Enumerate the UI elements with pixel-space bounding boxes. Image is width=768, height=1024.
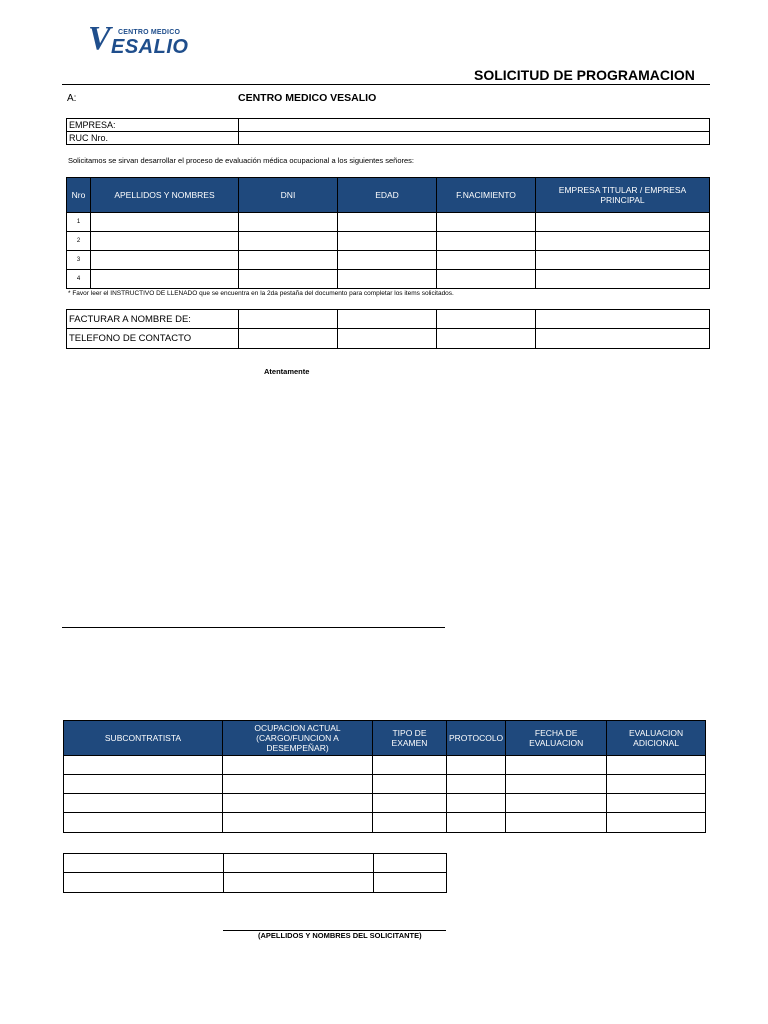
cell[interactable] (607, 775, 706, 794)
cell[interactable] (506, 775, 607, 794)
row-number: 2 (67, 232, 91, 251)
subcontractor-table (63, 720, 706, 833)
cell[interactable] (607, 794, 706, 813)
cell-dni[interactable] (239, 213, 338, 232)
table-row (64, 873, 447, 893)
logo-v: V (88, 20, 111, 57)
cell-apellidos[interactable] (91, 251, 239, 270)
cell[interactable] (374, 854, 447, 873)
col-protocolo: PROTOCOLO (447, 721, 506, 756)
cell[interactable] (447, 794, 506, 813)
table-row (64, 813, 706, 833)
to-label: A: (67, 93, 77, 104)
col-empresa-titular: EMPRESA TITULAR / EMPRESA PRINCIPAL (536, 178, 710, 213)
cell[interactable] (447, 775, 506, 794)
telefono-field[interactable] (437, 329, 536, 349)
to-value: CENTRO MEDICO VESALIO (238, 92, 377, 104)
instruction-note: * Favor leer el INSTRUCTIVO DE LLENADO que se encuentra en la 2da pestaña del documento para completar los items solicitados. (68, 290, 454, 297)
cell-edad[interactable] (338, 270, 437, 289)
atentamente-text: Atentamente (264, 367, 310, 376)
title-divider (62, 84, 710, 85)
cell[interactable] (373, 794, 447, 813)
telefono-label: TELEFONO DE CONTACTO (67, 329, 239, 349)
cell[interactable] (223, 813, 373, 833)
facturar-label: FACTURAR A NOMBRE DE: (67, 310, 239, 329)
vesalio-logo (88, 22, 198, 62)
signature-caption: (APELLIDOS Y NOMBRES DEL SOLICITANTE) (258, 931, 422, 940)
row-number: 3 (67, 251, 91, 270)
ruc-label: RUC Nro. (67, 132, 239, 145)
col-ocupacion-line1: OCUPACION ACTUAL (254, 723, 341, 733)
cell[interactable] (506, 794, 607, 813)
cell-empresa[interactable] (536, 270, 710, 289)
intro-text: Solicitamos se sirvan desarrollar el proceso de evaluación médica ocupacional a los siguientes señores: (68, 156, 415, 165)
cell[interactable] (64, 756, 223, 775)
table-row (67, 213, 710, 232)
logo-big-text: ESALIO (111, 36, 189, 58)
cell-empresa[interactable] (536, 251, 710, 270)
col-apellidos: APELLIDOS Y NOMBRES (91, 178, 239, 213)
cell-edad[interactable] (338, 232, 437, 251)
facturar-field[interactable] (338, 310, 437, 329)
cell[interactable] (374, 873, 447, 893)
col-subcontratista: SUBCONTRATISTA (64, 721, 223, 756)
cell[interactable] (64, 775, 223, 794)
small-table (63, 853, 447, 893)
empresa-label: EMPRESA: (67, 119, 239, 132)
cell-empresa[interactable] (536, 213, 710, 232)
cell[interactable] (223, 794, 373, 813)
telefono-field[interactable] (536, 329, 710, 349)
table-row (64, 794, 706, 813)
cell[interactable] (607, 813, 706, 833)
cell[interactable] (224, 854, 374, 873)
facturar-field[interactable] (239, 310, 338, 329)
cell[interactable] (64, 794, 223, 813)
empresa-field[interactable] (239, 119, 710, 132)
cell[interactable] (224, 873, 374, 893)
cell-dni[interactable] (239, 251, 338, 270)
cell-apellidos[interactable] (91, 270, 239, 289)
col-evaluacion-adicional: EVALUACION ADICIONAL (607, 721, 706, 756)
table-row (67, 232, 710, 251)
cell[interactable] (506, 756, 607, 775)
col-fecha-evaluacion: FECHA DE EVALUACION (506, 721, 607, 756)
cell[interactable] (447, 756, 506, 775)
page-title: SOLICITUD DE PROGRAMACION (474, 67, 695, 83)
company-table (66, 118, 710, 145)
cell[interactable] (447, 813, 506, 833)
cell-fnacimiento[interactable] (437, 270, 536, 289)
table-row (64, 756, 706, 775)
telefono-field[interactable] (239, 329, 338, 349)
ruc-field[interactable] (239, 132, 710, 145)
cell[interactable] (607, 756, 706, 775)
row-number: 4 (67, 270, 91, 289)
cell[interactable] (373, 813, 447, 833)
employees-table (66, 177, 710, 289)
col-fnacimiento: F.NACIMIENTO (437, 178, 536, 213)
cell[interactable] (64, 854, 224, 873)
cell-apellidos[interactable] (91, 213, 239, 232)
billing-table (66, 309, 710, 349)
cell-empresa[interactable] (536, 232, 710, 251)
col-edad: EDAD (338, 178, 437, 213)
table-row (64, 775, 706, 794)
table-row (67, 270, 710, 289)
facturar-field[interactable] (536, 310, 710, 329)
cell-edad[interactable] (338, 251, 437, 270)
cell-apellidos[interactable] (91, 232, 239, 251)
cell-dni[interactable] (239, 232, 338, 251)
telefono-field[interactable] (338, 329, 437, 349)
table-row (67, 251, 710, 270)
col-ocupacion-line2: (CARGO/FUNCION A DESEMPEÑAR) (256, 733, 339, 753)
col-ocupacion (223, 721, 373, 756)
cell-fnacimiento[interactable] (437, 213, 536, 232)
logo-small-text: CENTRO MEDICO (118, 29, 181, 36)
cell[interactable] (64, 813, 223, 833)
cell[interactable] (223, 756, 373, 775)
col-tipo-examen: TIPO DE EXAMEN (373, 721, 447, 756)
table-row (64, 854, 447, 873)
cell-fnacimiento[interactable] (437, 232, 536, 251)
signature-line (62, 627, 445, 628)
cell-fnacimiento[interactable] (437, 251, 536, 270)
cell[interactable] (64, 873, 224, 893)
cell-dni[interactable] (239, 270, 338, 289)
cell[interactable] (373, 756, 447, 775)
row-number: 1 (67, 213, 91, 232)
col-dni: DNI (239, 178, 338, 213)
cell[interactable] (223, 775, 373, 794)
facturar-field[interactable] (437, 310, 536, 329)
cell-edad[interactable] (338, 213, 437, 232)
cell[interactable] (506, 813, 607, 833)
col-nro: Nro (67, 178, 91, 213)
cell[interactable] (373, 775, 447, 794)
